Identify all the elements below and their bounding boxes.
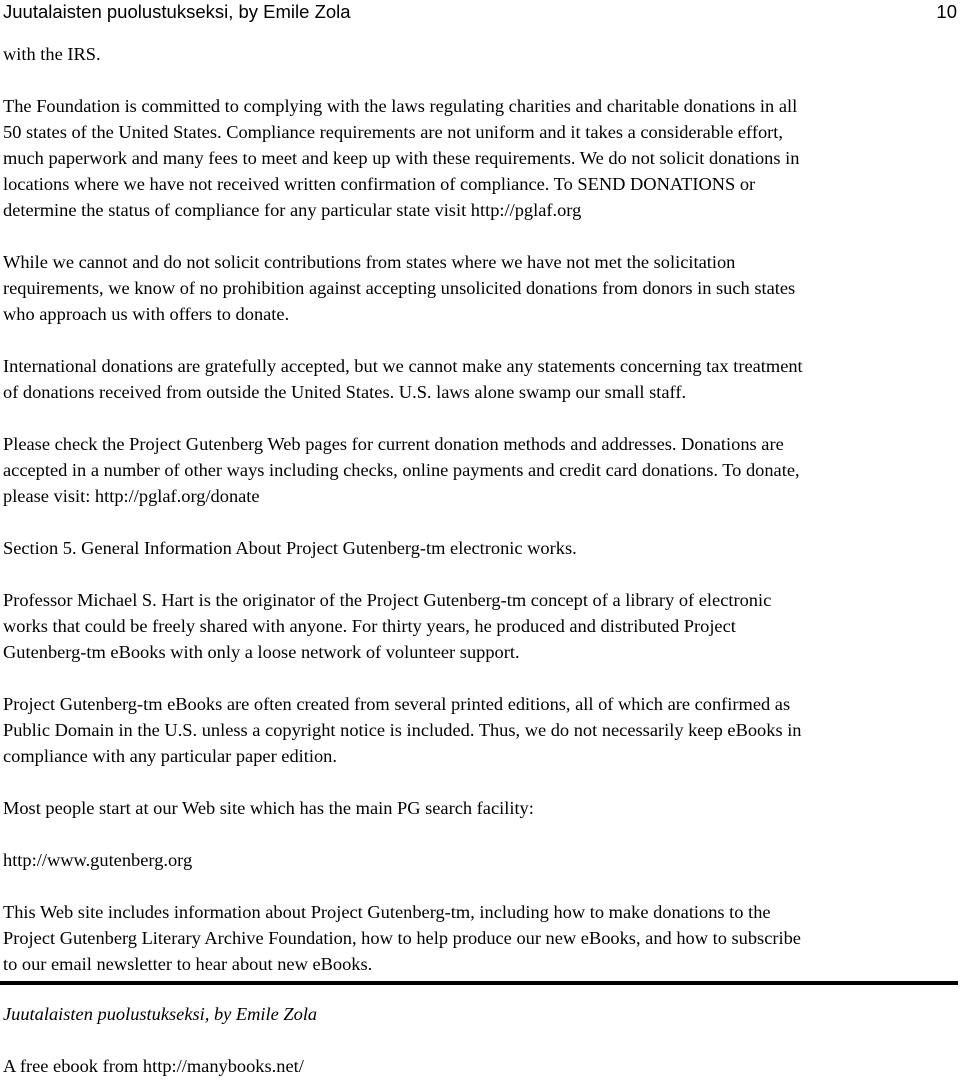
header-title: Juutalaisten puolustukseksi, by Emile Zola	[3, 1, 351, 22]
paragraph-line: Section 5. General Information About Project Gutenberg-tm electronic works.	[3, 538, 577, 558]
paragraph	[3, 691, 958, 769]
footer-book-title: Juutalaisten puolustukseksi, by Emile Zola	[3, 1004, 318, 1024]
paragraph	[3, 353, 958, 405]
paragraph-line: with the IRS.	[3, 44, 101, 64]
page-header	[3, 0, 957, 26]
footer-source-line: A free ebook from http://manybooks.net/	[3, 1056, 304, 1076]
paragraph	[3, 93, 958, 223]
paragraph-line: International donations are gratefully accepted, but we cannot make any statements concerning tax treatment	[3, 356, 803, 376]
paragraph-line: requirements, we know of no prohibition against accepting unsolicited donations from donors in such states	[3, 278, 796, 298]
page-number: 10	[936, 1, 957, 22]
paragraph-line: This Web site includes information about Project Gutenberg-tm, including how to make donations to the	[3, 902, 771, 922]
paragraph	[3, 249, 958, 327]
body-text	[3, 41, 958, 1003]
paragraph-line: works that could be freely shared with anyone. For thirty years, he produced and distributed Project	[3, 616, 736, 636]
paragraph	[3, 587, 958, 665]
paragraph	[3, 899, 958, 977]
footer-divider	[0, 981, 958, 985]
paragraph-line: Public Domain in the U.S. unless a copyright notice is included. Thus, we do not necessarily keep eBooks in	[3, 720, 802, 740]
paragraph-line: to our email newsletter to hear about new eBooks.	[3, 954, 373, 974]
paragraph-line: who approach us with offers to donate.	[3, 304, 290, 324]
paragraph	[3, 431, 958, 509]
paragraph-line: locations where we have not received written confirmation of compliance. To SEND DONATIONS or	[3, 174, 756, 194]
paragraph-line: http://www.gutenberg.org	[3, 850, 193, 870]
paragraph	[3, 847, 958, 873]
paragraph-line: 50 states of the United States. Compliance requirements are not uniform and it takes a considerable effort,	[3, 122, 784, 142]
paragraph-line: Please check the Project Gutenberg Web pages for current donation methods and addresses. Donations are	[3, 434, 784, 454]
paragraph-line: Professor Michael S. Hart is the originator of the Project Gutenberg-tm concept of a library of electronic	[3, 590, 772, 610]
paragraph-line: determine the status of compliance for any particular state visit http://pglaf.org	[3, 200, 582, 220]
paragraph-line: Gutenberg-tm eBooks with only a loose network of volunteer support.	[3, 642, 520, 662]
paragraph-line: The Foundation is committed to complying with the laws regulating charities and charitable donations in all	[3, 96, 798, 116]
paragraph-line: While we cannot and do not solicit contributions from states where we have not met the solicitation	[3, 252, 736, 272]
paragraph-line: much paperwork and many fees to meet and keep up with these requirements. We do not solicit donations in	[3, 148, 800, 168]
paragraph	[3, 795, 958, 821]
paragraph-line: compliance with any particular paper edition.	[3, 746, 337, 766]
paragraph-line: accepted in a number of other ways including checks, online payments and credit card donations. To donate,	[3, 460, 800, 480]
paragraph	[3, 535, 958, 561]
paragraph-line: please visit: http://pglaf.org/donate	[3, 486, 260, 506]
paragraph-line: of donations received from outside the United States. U.S. laws alone swamp our small staff.	[3, 382, 687, 402]
paragraph-line: Project Gutenberg Literary Archive Foundation, how to help produce our new eBooks, and how to subscribe	[3, 928, 801, 948]
paragraph-line: Project Gutenberg-tm eBooks are often created from several printed editions, all of which are confirmed as	[3, 694, 791, 714]
paragraph-line: Most people start at our Web site which has the main PG search facility:	[3, 798, 534, 818]
paragraph	[3, 41, 958, 67]
